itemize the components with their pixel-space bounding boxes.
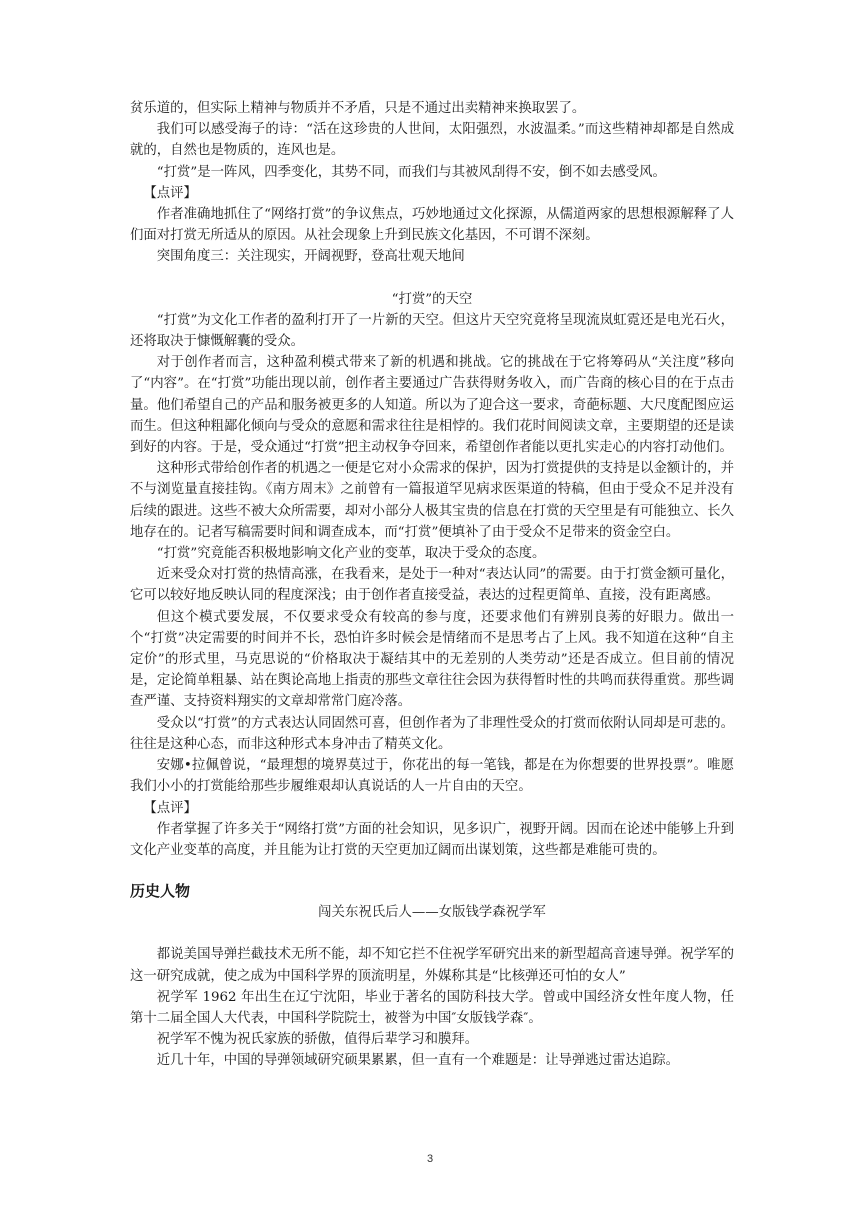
essay-title: “打赏”的天空 [391,291,473,307]
article-paragraph: 都说美国导弹拦截技术无所不能，却不知它拦不住祝学军研究出来的新型超高音速导弹。祝学军的这一研究成就，使之成为中国科学界的顶流明星，外媒称其是“比核弹还可怕的女人” [130,947,734,984]
essay-paragraph: 对于创作者而言，这种盈利模式带来了新的机遇和挑战。它的挑战在于它将筹码从“关注度”移向了“内容”。在“打赏”功能出现以前，创作者主要通过广告获得财务收入，而广告商的核心目的在于点击量。他们希望自己的产品和服务被更多的人知道。所以为了迎合这一要求，奇葩标题、大尺度配图应运而生。但这种粗鄙化倾向与受众的意愿和需求往往是相悖的。我们花时间阅读文章，主要期望的还是读到好的内容。于是，受众通过“打赏”把主动权争夺回来，希望创作者能以更扎实走心的内容打动他们。 [130,355,734,456]
spacer [130,268,734,289]
essay-paragraph: 这种形式带给创作者的机遇之一便是它对小众需求的保护，因为打赏提供的支持是以金额计的，并不与浏览量直接挂钩。《南方周末》之前曾有一篇报道罕见病求医渠道的特稿，但由于受众不足并没有后续的跟进。这些不被大众所需要，却对小部分人极其宝贵的信息在打赏的天空里是有可能独立、长久地存在的。记者写稿需要时间和调查成本，而“打赏”便填补了由于受众不足带来的资金空白。 [130,461,734,540]
essay-paragraph: “打赏”究竟能否积极地影响文化产业的变革，取决于受众的态度。 [156,546,546,562]
section-heading: 历史人物 [130,882,191,901]
comment-text: 作者掌握了许多关于“网络打赏”方面的社会知识，见多识广，视野开阔。因而在论述中能够上升到文化产业变革的高度，并且能为让打赏的天空更加辽阔而出谋划策，这些都是难能可贵的。 [130,821,734,858]
paragraph: “打赏”是一阵风，四季变化，其势不同，而我们与其被风刮得不安，倒不如去感受风。 [156,164,666,180]
essay-paragraph: 安娜•拉佩曾说，“最理想的境界莫过于，你花出的每一笔钱，都是在为你想要的世界投票”。唯愿我们小小的打赏能给那些步履维艰却认真说话的人一片自由的天空。 [130,758,734,795]
article-title: 闯关东祝氏后人——女版钱学森祝学军 [318,905,546,921]
essay-paragraph: 但这个模式要发展，不仅要求受众有较高的参与度，还要求他们有辨别良莠的好眼力。做出一个“打赏”决定需要的时间并不长，恐怕许多时候会是情绪而不是思考占了上风。我不知道在这种“自主定价”的形式里，马克思说的“价格取决于凝结其中的无差别的人类劳动”还是否成立。但目前的情况是，定论简单粗暴、站在舆论高地上指责的那些文章往往会因为获得暂时性的共鸣而获得重赏。那些调查严谨、支持资料翔实的文章却常常门庭冷落。 [130,609,734,710]
page-number: 3 [426,1153,434,1165]
spacer [130,923,734,944]
angle-heading: 突围角度三：关注现实，开阔视野，登高壮观天地间 [156,249,465,265]
comment-tag: 【点评】 [143,185,197,201]
spacer [130,861,734,881]
article-paragraph: 近几十年，中国的导弹领域研究硕果累累，但一直有一个难题是：让导弹逃过雷达追踪。 [156,1053,680,1069]
essay-paragraph: 受众以“打赏”的方式表达认同固然可喜，但创作者为了非理性受众的打赏而依附认同却是可悲的。往往是这种心态，而非这种形式本身冲击了精英文化。 [130,715,734,752]
essay-paragraph: 近来受众对打赏的热情高涨，在我看来，是处于一种对“表达认同”的需要。由于打赏金额可量化，它可以较好地反映认同的程度深浅；由于创作者直接受益，表达的过程更简单、直接，没有距离感。 [130,567,734,604]
article-paragraph: 祝学军不愧为祝氏家族的骄傲，值得后辈学习和膜拜。 [156,1032,479,1048]
comment-tag: 【点评】 [143,800,197,816]
essay-paragraph: “打赏”为文化工作者的盈利打开了一片新的天空。但这片天空究竟将呈现流岚虹霓还是电光石火，还将取决于慷慨解囊的受众。 [130,312,734,350]
paragraph: 我们可以感受海子的诗：“活在这珍贵的人世间，太阳强烈，水波温柔。”而这些精神却都是自然成就的，自然也是物质的，连风也是。 [130,122,734,159]
comment-text: 作者准确地抓住了“网络打赏”的争议焦点，巧妙地通过文化探源，从儒道两家的思想根源解释了人们面对打赏无所适从的原因。从社会现象上升到民族文化基因，不可谓不深刻。 [130,207,734,244]
document-page [130,98,734,1072]
article-paragraph: 祝学军 1962 年出生在辽宁沈阳，毕业于著名的国防科技大学。曾或中国经济女性年度人物，任第十二届全国人大代表，中国科学院院士，被誉为中国″女版钱学森″。 [130,989,734,1026]
paragraph: 贫乐道的，但实际上精神与物质并不矛盾，只是不通过出卖精神来换取罢了。 [130,101,586,116]
